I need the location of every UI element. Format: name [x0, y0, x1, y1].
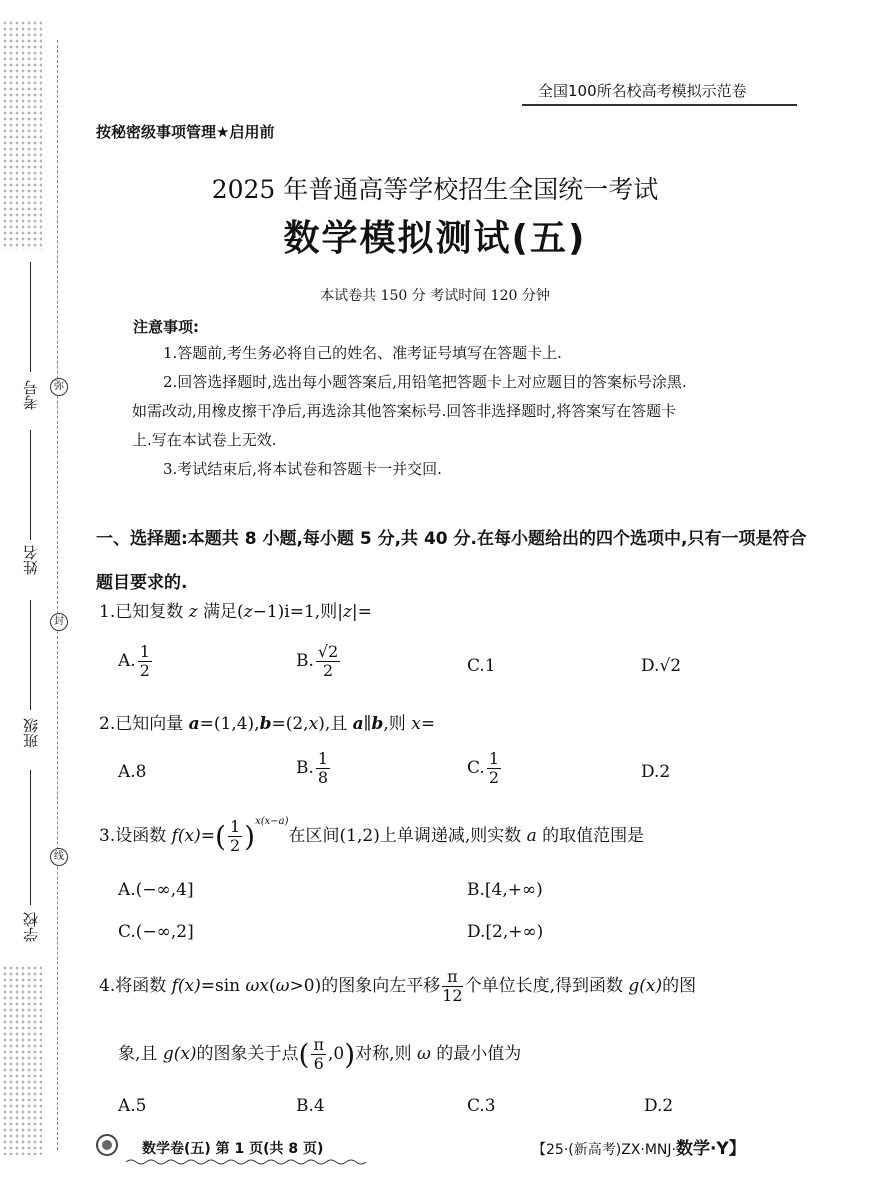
field-blank-school[interactable]	[30, 770, 31, 905]
q3-base-den: 2	[229, 836, 241, 855]
q2-option-d[interactable]: D.2	[641, 762, 671, 782]
q4-shift-fraction	[442, 968, 462, 1005]
question-3-stem	[99, 818, 644, 855]
q3-option-b[interactable]: B.[4,+∞)	[467, 880, 543, 900]
q4-option-b[interactable]: B.4	[296, 1096, 325, 1116]
q1-option-b[interactable]	[296, 643, 342, 680]
q4-text-f: 的图	[662, 976, 697, 996]
field-label-class: 班级	[22, 718, 40, 748]
q1-option-d-value: √2	[659, 656, 682, 676]
notes-title: 注意事项:	[133, 318, 199, 336]
q4-pt-num: π	[313, 1035, 324, 1054]
q2-var-x2: x	[411, 714, 421, 734]
field-blank-name[interactable]	[30, 430, 31, 540]
q2-option-b-fraction	[316, 750, 330, 787]
q1-var-z3: z	[342, 602, 352, 622]
field-label-school: 学校	[22, 912, 40, 942]
footer-code	[532, 1134, 746, 1159]
q3-base-fraction	[228, 818, 242, 855]
note-2-cont: 如需改动,用橡皮擦干净后,再选涂其他答案标号.回答非选择题时,将答案写在答题卡	[132, 402, 677, 420]
q4-point-fraction	[311, 1036, 326, 1073]
q1-b-num: √2	[317, 642, 339, 661]
q1-option-a-fraction	[138, 643, 152, 680]
q2-b-den: 8	[317, 768, 329, 787]
exam-title: 2025 年普通高等学校招生全国统一考试	[211, 175, 659, 204]
q1-var-z: z	[188, 602, 198, 622]
note-2: 2.回答选择题时,选出每小题答案后,用铅笔把答题卡上对应题目的答案标号涂黑.	[163, 373, 687, 391]
seal-mi: 弥	[50, 378, 68, 396]
q2-vec-a: a	[188, 714, 200, 734]
paper-title: 数学模拟测试(五)	[283, 218, 587, 259]
q2-text-f: ,则	[383, 714, 412, 734]
note-1: 1.答题前,考生务必将自己的姓名、准考证号填写在答题卡上.	[163, 344, 562, 362]
q1-option-a[interactable]	[118, 643, 154, 680]
seal-feng: 封	[50, 613, 68, 631]
q1-option-b-fraction	[316, 643, 340, 680]
q3-option-d[interactable]: D.[2,+∞)	[467, 922, 544, 942]
header-rule	[522, 104, 797, 106]
q3-equals: =	[200, 826, 216, 846]
field-label-exam-number: 考号	[22, 380, 40, 410]
q4-func-f: f(x)	[171, 976, 201, 996]
q1-option-b-label: B.	[296, 651, 314, 671]
q3-option-c[interactable]: C.(−∞,2]	[118, 922, 194, 942]
q1-text-d: |=	[351, 602, 372, 622]
q3-base-num: 1	[229, 817, 241, 836]
q3-text-d: 的取值范围是	[536, 826, 645, 846]
q3-text-a: 3.设函数	[99, 826, 172, 846]
q1-b-den: 2	[323, 661, 334, 680]
field-blank-class[interactable]	[30, 600, 31, 710]
q4-open-paren: (	[298, 1038, 310, 1071]
field-label-name: 姓名	[22, 545, 40, 575]
q4-option-a[interactable]: A.5	[118, 1096, 147, 1116]
q2-var-x: x	[308, 714, 319, 734]
q2-b-num: 1	[317, 749, 329, 768]
q2-text-c: =(2,	[271, 714, 309, 734]
q4-func-g: g(x)	[628, 976, 663, 996]
q2-text-g: =	[420, 714, 436, 734]
seal-xian: 线	[50, 848, 68, 866]
q4-pt-den: 6	[313, 1054, 324, 1073]
q4-line2-b: 的图象关于点	[196, 1044, 299, 1064]
q2-option-a[interactable]: A.8	[118, 762, 147, 782]
q2-text-a: 2.已知向量	[99, 714, 189, 734]
binding-cut-line	[57, 40, 58, 1150]
question-4-stem	[99, 968, 696, 1005]
q2-vec-a2: a	[352, 714, 364, 734]
q4-option-c[interactable]: C.3	[467, 1096, 496, 1116]
q2-option-c[interactable]	[467, 750, 503, 787]
q2-vec-b2: b	[371, 714, 384, 734]
q4-omega-x: ωx	[245, 976, 269, 996]
q4-line2-d: 对称,则	[355, 1044, 417, 1064]
q3-open-paren: (	[215, 820, 226, 853]
q3-exponent: x(x−a)	[255, 816, 289, 827]
q2-c-den: 2	[488, 768, 499, 787]
q1-text-c: −1)i=1,则|	[252, 602, 343, 622]
q1-option-c[interactable]: C.1	[467, 656, 496, 676]
note-2-end: 上.写在本试卷上无效.	[132, 431, 277, 449]
binding-dot-pattern-bottom	[2, 965, 42, 1155]
q4-omega: ω	[275, 976, 290, 996]
q4-text-d: >0)的图象向左平移	[289, 976, 441, 996]
q2-option-c-fraction	[487, 750, 501, 787]
question-2-stem	[99, 709, 435, 734]
q2-option-c-label: C.	[467, 758, 485, 778]
q2-text-b: =(1,4),	[199, 714, 260, 734]
q2-text-d: ),且	[318, 714, 353, 734]
q2-parallel: ∥	[363, 714, 372, 734]
q2-vec-b: b	[259, 714, 272, 734]
q4-line2-a: 象,且	[118, 1044, 163, 1064]
q4-line2-e: 的最小值为	[430, 1044, 522, 1064]
q3-func: f(x)	[171, 826, 201, 846]
q4-shift-num: π	[442, 968, 462, 987]
field-blank-exam-number[interactable]	[30, 262, 31, 372]
q4-text-b: =sin	[200, 976, 246, 996]
q1-option-a-label: A.	[118, 651, 136, 671]
q3-close-paren: )	[244, 820, 256, 853]
note-3: 3.考试结束后,将本试卷和答题卡一并交回.	[163, 460, 442, 478]
exam-info: 本试卷共 150 分 考试时间 120 分钟	[320, 288, 550, 304]
q4-text-a: 4.将函数	[99, 976, 172, 996]
q4-option-d[interactable]: D.2	[644, 1096, 674, 1116]
q4-text-e: 个单位长度,得到函数	[464, 976, 629, 996]
q4-line2-omega: ω	[416, 1044, 431, 1064]
q3-option-a[interactable]: A.(−∞,4]	[118, 880, 194, 900]
q4-text-c: (	[269, 976, 276, 996]
q4-line2-func-g: g(x)	[162, 1044, 197, 1064]
question-1-stem	[99, 597, 372, 622]
question-4-stem-line2	[118, 1036, 521, 1073]
q1-text-a: 1.已知复数	[99, 602, 189, 622]
footer-subject: 数学·Y】	[675, 1139, 746, 1159]
q2-option-b[interactable]	[296, 750, 332, 787]
section-heading: 一、选择题:本题共 8 小题,每小题 5 分,共 40 分.在每小题给出的四个选项中,只有一项是符合题目要求的.	[96, 529, 807, 593]
q3-text-c: 在区间(1,2)上单调递减,则实数	[288, 826, 527, 846]
q2-option-b-label: B.	[296, 758, 314, 778]
q1-a-den: 2	[139, 661, 150, 680]
q4-line2-c: ,0	[328, 1044, 345, 1064]
secrecy-label: 按秘密级事项管理★启用前	[96, 123, 275, 141]
footer-code-text: 【25·(新高考)ZX·MNJ·	[532, 1142, 676, 1158]
q3-var-a: a	[526, 826, 537, 846]
publisher-logo-icon	[96, 1134, 118, 1156]
q1-a-num: 1	[139, 642, 150, 661]
q4-shift-den: 12	[442, 986, 463, 1005]
q1-option-d[interactable]	[641, 656, 681, 676]
q1-option-d-label: D.	[641, 656, 660, 676]
footer-wave-underline	[126, 1158, 366, 1166]
q1-text-b: 满足(	[197, 602, 244, 622]
q4-close-paren: )	[344, 1038, 356, 1071]
q2-c-num: 1	[488, 749, 499, 768]
series-tag: 全国100所名校高考模拟示范卷	[538, 82, 747, 100]
q1-var-z2: z	[243, 602, 253, 622]
footer-page-info: 数学卷(五) 第 1 页(共 8 页)	[142, 1141, 324, 1157]
